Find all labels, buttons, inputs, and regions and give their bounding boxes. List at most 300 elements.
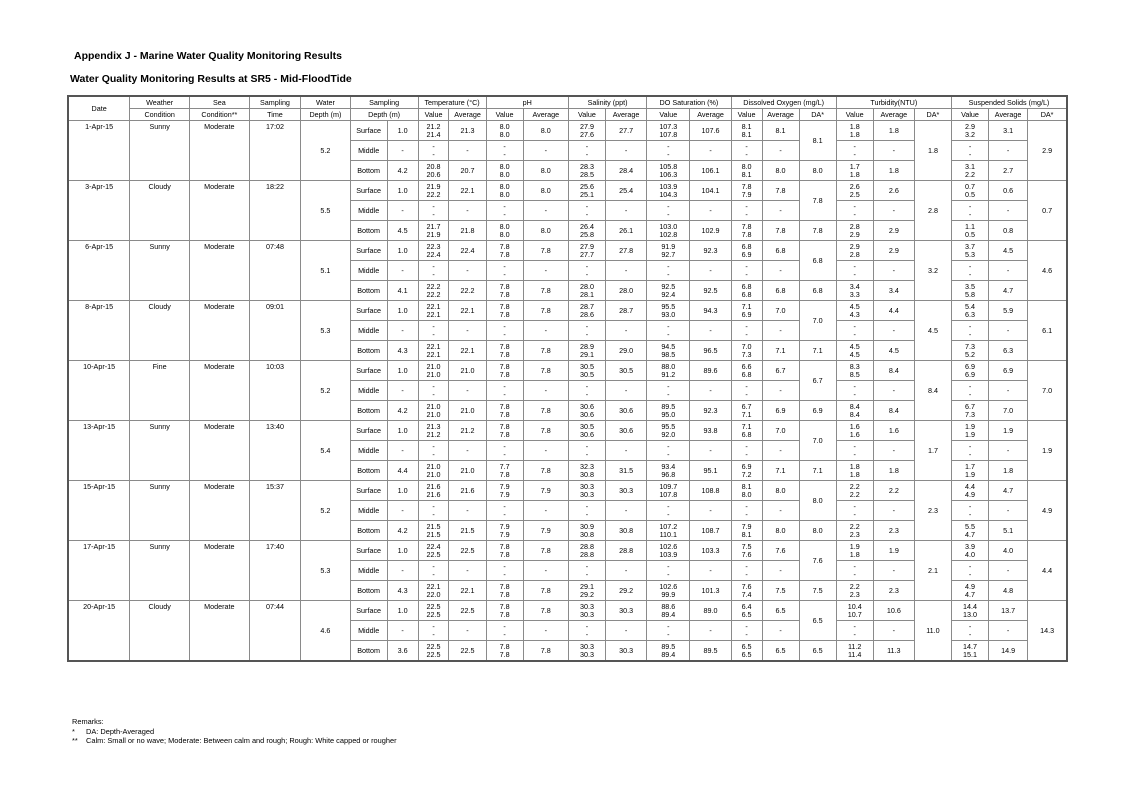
- temperature-value: [418, 401, 449, 421]
- suspended-solids-value-1: 14.7: [963, 641, 978, 651]
- ph-value: [486, 361, 523, 381]
- do-saturation-value-1: 103.0: [659, 221, 678, 231]
- do-saturation-value-2: -: [667, 569, 670, 579]
- do-bottom-da: 6.8: [799, 281, 836, 301]
- temperature-value-2: 22.5: [426, 649, 441, 659]
- do-saturation-value-1: -: [667, 381, 670, 391]
- temperature-average: -: [449, 501, 486, 521]
- header-average: Average: [523, 109, 568, 121]
- ph-value: [486, 201, 523, 221]
- turbidity-value: [836, 281, 873, 301]
- suspended-solids-average: 1.8: [989, 461, 1028, 481]
- suspended-solids-value: [951, 561, 988, 581]
- header-average: Average: [989, 109, 1028, 121]
- sampling-depth-cell: 4.5: [387, 221, 418, 241]
- temperature-average: 21.0: [449, 361, 486, 381]
- salinity-value-2: 29.1: [579, 349, 594, 359]
- do-saturation-average: -: [690, 501, 731, 521]
- ph-value-1: -: [503, 621, 506, 631]
- suspended-solids-average: -: [989, 201, 1028, 221]
- do-saturation-value-1: -: [667, 321, 670, 331]
- turbidity-average: 2.3: [873, 521, 914, 541]
- ph-value: [486, 501, 523, 521]
- suspended-solids-depth-averaged: 14.3: [1028, 601, 1067, 662]
- temperature-value: [418, 281, 449, 301]
- ph-value-2: 7.8: [499, 469, 510, 479]
- do-value-2: 7.2: [741, 469, 752, 479]
- suspended-solids-value: [951, 421, 988, 441]
- remark-line: [72, 736, 397, 746]
- salinity-value-1: 28.8: [579, 541, 594, 551]
- turbidity-value: [836, 561, 873, 581]
- ph-value: [486, 141, 523, 161]
- suspended-solids-value: [951, 201, 988, 221]
- ph-average: 8.0: [523, 121, 568, 141]
- ph-value: [486, 561, 523, 581]
- sampling-depth-cell: 4.2: [387, 161, 418, 181]
- turbidity-average: -: [873, 201, 914, 221]
- do-value: [731, 501, 762, 521]
- suspended-solids-value: [951, 641, 988, 662]
- suspended-solids-value-1: 0.7: [965, 181, 976, 191]
- temperature-value-2: -: [432, 329, 435, 339]
- suspended-solids-average: 4.0: [989, 541, 1028, 561]
- salinity-value-1: 30.3: [579, 641, 594, 651]
- salinity-value-2: 29.2: [579, 589, 594, 599]
- do-saturation-average: 89.5: [690, 641, 731, 662]
- sea-condition-cell: Moderate: [190, 361, 250, 421]
- temperature-value: [418, 201, 449, 221]
- temperature-value-2: 22.4: [426, 249, 441, 259]
- water-depth-cell: 5.4: [301, 421, 350, 481]
- do-saturation-value-2: -: [667, 329, 670, 339]
- ph-value-2: 7.8: [499, 349, 510, 359]
- do-depth-averaged: 7.6: [799, 541, 836, 581]
- turbidity-value-2: -: [853, 449, 856, 459]
- do-saturation-value: [647, 421, 690, 441]
- turbidity-value: [836, 241, 873, 261]
- salinity-average: -: [605, 201, 646, 221]
- ph-average: 7.8: [523, 301, 568, 321]
- suspended-solids-value-1: 3.1: [965, 161, 976, 171]
- do-value-1: 7.0: [741, 341, 752, 351]
- ph-value: [486, 461, 523, 481]
- do-saturation-value-2: 110.1: [659, 529, 678, 539]
- salinity-average: 28.0: [605, 281, 646, 301]
- water-depth-cell: 5.2: [301, 481, 350, 541]
- turbidity-value: [836, 641, 873, 662]
- turbidity-value-1: 1.8: [849, 461, 860, 471]
- turbidity-value-2: -: [853, 569, 856, 579]
- header-da: DA*: [1028, 109, 1067, 121]
- salinity-value-1: -: [585, 441, 589, 451]
- temperature-value: [418, 341, 449, 361]
- header-sampling-depth-2: Depth (m): [350, 109, 418, 121]
- do-saturation-value-1: 89.5: [661, 401, 676, 411]
- do-saturation-value-1: -: [667, 621, 670, 631]
- sampling-depth-cell: 4.4: [387, 461, 418, 481]
- do-saturation-value-2: 99.9: [661, 589, 676, 599]
- ph-value-2: 7.8: [499, 369, 510, 379]
- sampling-depth-cell: 3.6: [387, 641, 418, 662]
- suspended-solids-value: [951, 281, 988, 301]
- turbidity-average: -: [873, 141, 914, 161]
- temperature-value-1: 22.1: [426, 341, 441, 351]
- sampling-level-cell: Middle: [350, 441, 387, 461]
- salinity-average: -: [605, 141, 646, 161]
- salinity-average: 28.4: [605, 161, 646, 181]
- suspended-solids-average: 3.1: [989, 121, 1028, 141]
- temperature-value-1: -: [432, 381, 435, 391]
- salinity-value-1: 30.3: [579, 481, 594, 491]
- suspended-solids-value-2: 0.5: [965, 189, 976, 199]
- temperature-value: [418, 521, 449, 541]
- do-saturation-average: -: [690, 201, 731, 221]
- remark-text: DA: Depth-Averaged: [86, 726, 155, 736]
- sampling-level-cell: Bottom: [350, 161, 387, 181]
- ph-average: 7.8: [523, 281, 568, 301]
- ph-value-1: -: [503, 261, 506, 271]
- temperature-average: 22.1: [449, 341, 486, 361]
- sampling-level-cell: Bottom: [350, 521, 387, 541]
- turbidity-value: [836, 601, 873, 621]
- do-value: [731, 121, 762, 141]
- do-saturation-value-2: 92.7: [661, 249, 676, 259]
- do-saturation-value-1: 109.7: [659, 481, 678, 491]
- salinity-average: -: [605, 621, 646, 641]
- water-depth-cell: 5.2: [301, 361, 350, 421]
- do-value-2: 6.9: [741, 249, 752, 259]
- do-bottom-da: 7.5: [799, 581, 836, 601]
- do-value-2: 6.8: [741, 429, 752, 439]
- ph-value-2: 7.8: [499, 309, 510, 319]
- do-saturation-value: [647, 441, 690, 461]
- turbidity-value-2: -: [853, 209, 856, 219]
- suspended-solids-average: 2.7: [989, 161, 1028, 181]
- temperature-value-2: -: [432, 149, 435, 159]
- do-value-1: 7.6: [741, 581, 752, 591]
- suspended-solids-value-2: 4.9: [965, 489, 976, 499]
- ph-value: [486, 441, 523, 461]
- salinity-value: [568, 301, 605, 321]
- temperature-value-2: -: [432, 629, 435, 639]
- do-saturation-value-1: 94.5: [661, 341, 676, 351]
- do-average: 7.0: [762, 421, 799, 441]
- salinity-value-1: 30.5: [579, 361, 594, 371]
- do-saturation-average: 108.8: [690, 481, 731, 501]
- page-title: Appendix J - Marine Water Quality Monitoring Results: [74, 50, 342, 62]
- sampling-level-cell: Surface: [350, 481, 387, 501]
- do-value: [731, 401, 762, 421]
- suspended-solids-value: [951, 321, 988, 341]
- table-body: [68, 121, 1067, 662]
- turbidity-value-1: 2.6: [849, 181, 860, 191]
- ph-value-1: 7.8: [499, 281, 510, 291]
- ph-value-2: 7.8: [499, 649, 510, 659]
- header-average: Average: [873, 109, 914, 121]
- do-average: -: [762, 201, 799, 221]
- suspended-solids-value-1: -: [968, 441, 972, 451]
- turbidity-value: [836, 481, 873, 501]
- do-saturation-average: 104.1: [690, 181, 731, 201]
- salinity-average: 30.5: [605, 361, 646, 381]
- ph-average: 7.8: [523, 461, 568, 481]
- do-value-1: 6.5: [741, 641, 752, 651]
- table-header: [68, 96, 1067, 121]
- do-average: 7.5: [762, 581, 799, 601]
- salinity-value-1: 27.9: [579, 241, 594, 251]
- temperature-average: -: [449, 561, 486, 581]
- temperature-average: -: [449, 261, 486, 281]
- turbidity-value-2: 2.9: [849, 229, 860, 239]
- water-depth-cell: 5.2: [301, 121, 350, 181]
- temperature-value-1: -: [432, 261, 435, 271]
- suspended-solids-average: 14.9: [989, 641, 1028, 662]
- suspended-solids-depth-averaged: 4.6: [1028, 241, 1067, 301]
- salinity-value: [568, 281, 605, 301]
- ph-average: 7.8: [523, 641, 568, 662]
- do-saturation-average: -: [690, 321, 731, 341]
- temperature-value-1: -: [432, 441, 435, 451]
- turbidity-depth-averaged: 4.5: [914, 301, 951, 361]
- salinity-value: [568, 521, 605, 541]
- salinity-value: [568, 581, 605, 601]
- suspended-solids-average: -: [989, 441, 1028, 461]
- temperature-value: [418, 181, 449, 201]
- do-value: [731, 141, 762, 161]
- suspended-solids-value-2: -: [968, 389, 972, 399]
- do-saturation-value-2: 89.4: [661, 609, 676, 619]
- suspended-solids-value: [951, 461, 988, 481]
- do-saturation-value: [647, 161, 690, 181]
- turbidity-value-2: 2.8: [849, 249, 860, 259]
- temperature-value: [418, 321, 449, 341]
- sampling-depth-cell: -: [387, 561, 418, 581]
- do-saturation-value-2: 102.8: [659, 229, 678, 239]
- suspended-solids-value-1: -: [968, 381, 972, 391]
- salinity-value-1: 30.5: [579, 421, 594, 431]
- turbidity-average: -: [873, 441, 914, 461]
- suspended-solids-depth-averaged: 7.0: [1028, 361, 1067, 421]
- sampling-level-cell: Bottom: [350, 341, 387, 361]
- salinity-average: 30.3: [605, 641, 646, 662]
- suspended-solids-depth-averaged: 6.1: [1028, 301, 1067, 361]
- turbidity-value-1: -: [853, 141, 856, 151]
- sampling-depth-cell: -: [387, 321, 418, 341]
- ph-value-2: -: [503, 389, 506, 399]
- temperature-value: [418, 461, 449, 481]
- temperature-value: [418, 361, 449, 381]
- do-value-1: 6.8: [741, 241, 752, 251]
- do-value: [731, 381, 762, 401]
- do-saturation-value: [647, 281, 690, 301]
- suspended-solids-value-2: 13.0: [963, 609, 978, 619]
- do-saturation-value: [647, 401, 690, 421]
- temperature-value-1: 21.0: [426, 361, 441, 371]
- turbidity-value: [836, 381, 873, 401]
- turbidity-value: [836, 321, 873, 341]
- turbidity-average: -: [873, 261, 914, 281]
- do-saturation-average: -: [690, 141, 731, 161]
- turbidity-value-2: 11.4: [847, 649, 862, 659]
- suspended-solids-average: 5.1: [989, 521, 1028, 541]
- do-value: [731, 221, 762, 241]
- turbidity-depth-averaged: 8.4: [914, 361, 951, 421]
- date-cell: 17-Apr-15: [68, 541, 130, 601]
- ph-value-2: -: [503, 329, 506, 339]
- temperature-value: [418, 301, 449, 321]
- salinity-value-2: -: [585, 209, 589, 219]
- ph-value-1: 7.8: [499, 641, 510, 651]
- header-sea-2: Condition**: [190, 109, 250, 121]
- sea-condition-cell: Moderate: [190, 601, 250, 662]
- do-average: -: [762, 321, 799, 341]
- sampling-level-cell: Surface: [350, 121, 387, 141]
- do-saturation-average: 92.5: [690, 281, 731, 301]
- turbidity-value-2: 1.8: [849, 549, 860, 559]
- ph-average: 7.8: [523, 241, 568, 261]
- salinity-value: [568, 541, 605, 561]
- do-saturation-value-1: 89.5: [661, 641, 676, 651]
- ph-value-2: -: [503, 569, 506, 579]
- turbidity-average: 1.8: [873, 461, 914, 481]
- temperature-average: -: [449, 201, 486, 221]
- header-sea: Sea: [190, 96, 250, 109]
- ph-value: [486, 541, 523, 561]
- do-depth-averaged: 7.0: [799, 301, 836, 341]
- temperature-value-1: 21.2: [426, 121, 441, 131]
- do-saturation-value-1: 88.0: [661, 361, 676, 371]
- temperature-value-2: -: [432, 389, 435, 399]
- sea-condition-cell: Moderate: [190, 421, 250, 481]
- suspended-solids-value: [951, 141, 988, 161]
- table-row: [68, 481, 1067, 501]
- do-saturation-value-1: 103.9: [659, 181, 678, 191]
- ph-average: -: [523, 141, 568, 161]
- suspended-solids-value-1: 1.9: [965, 421, 976, 431]
- turbidity-depth-averaged: 1.7: [914, 421, 951, 481]
- do-value: [731, 481, 762, 501]
- do-saturation-value-1: 95.5: [661, 421, 676, 431]
- salinity-value: [568, 481, 605, 501]
- sea-condition-cell: Moderate: [190, 481, 250, 541]
- sampling-level-cell: Middle: [350, 321, 387, 341]
- suspended-solids-value-2: 4.0: [965, 549, 976, 559]
- do-value-2: -: [745, 449, 748, 459]
- suspended-solids-value: [951, 541, 988, 561]
- sampling-depth-cell: 1.0: [387, 181, 418, 201]
- suspended-solids-average: 4.8: [989, 581, 1028, 601]
- do-average: 6.7: [762, 361, 799, 381]
- salinity-value-2: 30.3: [579, 609, 594, 619]
- do-saturation-value-2: 107.8: [659, 129, 678, 139]
- temperature-value-2: 22.2: [426, 189, 441, 199]
- temperature-value-2: 20.6: [426, 169, 441, 179]
- do-saturation-value: [647, 321, 690, 341]
- suspended-solids-value: [951, 261, 988, 281]
- temperature-value: [418, 381, 449, 401]
- do-depth-averaged: 6.7: [799, 361, 836, 401]
- water-depth-cell: 5.3: [301, 301, 350, 361]
- sampling-level-cell: Middle: [350, 501, 387, 521]
- ph-average: -: [523, 501, 568, 521]
- turbidity-average: 1.6: [873, 421, 914, 441]
- do-value-1: 6.6: [741, 361, 752, 371]
- suspended-solids-value-1: -: [968, 501, 972, 511]
- do-value-2: 8.1: [741, 169, 752, 179]
- sea-condition-cell: Moderate: [190, 541, 250, 601]
- do-saturation-value: [647, 301, 690, 321]
- turbidity-average: 3.4: [873, 281, 914, 301]
- turbidity-value-2: 4.3: [849, 309, 860, 319]
- turbidity-value-2: 1.8: [849, 169, 860, 179]
- sampling-depth-cell: 1.0: [387, 301, 418, 321]
- salinity-value: [568, 421, 605, 441]
- temperature-value: [418, 441, 449, 461]
- turbidity-value-1: 2.9: [849, 241, 860, 251]
- table-row: [68, 241, 1067, 261]
- salinity-value-2: 30.3: [579, 649, 594, 659]
- turbidity-value-1: 2.8: [849, 221, 860, 231]
- do-saturation-value-2: 106.3: [659, 169, 678, 179]
- salinity-value-1: 25.6: [579, 181, 594, 191]
- do-saturation-value-1: 95.5: [661, 301, 676, 311]
- turbidity-average: 1.8: [873, 161, 914, 181]
- do-saturation-average: 102.9: [690, 221, 731, 241]
- do-saturation-value-2: 93.0: [661, 309, 676, 319]
- ph-average: -: [523, 561, 568, 581]
- do-value-2: -: [745, 269, 748, 279]
- do-average: -: [762, 621, 799, 641]
- temperature-average: 22.5: [449, 541, 486, 561]
- sampling-level-cell: Bottom: [350, 281, 387, 301]
- sampling-level-cell: Surface: [350, 541, 387, 561]
- do-average: -: [762, 561, 799, 581]
- do-value: [731, 301, 762, 321]
- ph-average: -: [523, 201, 568, 221]
- salinity-average: -: [605, 261, 646, 281]
- ph-value-1: -: [503, 321, 506, 331]
- salinity-value: [568, 401, 605, 421]
- ph-value: [486, 581, 523, 601]
- sampling-level-cell: Surface: [350, 361, 387, 381]
- do-value-2: -: [745, 509, 748, 519]
- ph-average: 7.9: [523, 521, 568, 541]
- sampling-depth-cell: 1.0: [387, 541, 418, 561]
- salinity-average: 27.7: [605, 121, 646, 141]
- ph-value-2: 7.9: [499, 529, 510, 539]
- temperature-value-1: -: [432, 561, 435, 571]
- suspended-solids-average: 7.0: [989, 401, 1028, 421]
- do-saturation-value: [647, 181, 690, 201]
- suspended-solids-value: [951, 401, 988, 421]
- sampling-time-cell: 17:02: [249, 121, 300, 181]
- temperature-average: 22.1: [449, 581, 486, 601]
- sampling-level-cell: Bottom: [350, 221, 387, 241]
- do-value-1: 6.8: [741, 281, 752, 291]
- ph-value: [486, 341, 523, 361]
- suspended-solids-value: [951, 301, 988, 321]
- suspended-solids-value-2: 15.1: [963, 649, 978, 659]
- salinity-value: [568, 441, 605, 461]
- ph-average: -: [523, 261, 568, 281]
- sampling-depth-cell: -: [387, 621, 418, 641]
- do-saturation-average: 107.6: [690, 121, 731, 141]
- sampling-depth-cell: 1.0: [387, 481, 418, 501]
- suspended-solids-value: [951, 501, 988, 521]
- weather-cell: Fine: [130, 361, 190, 421]
- suspended-solids-value-1: -: [968, 321, 972, 331]
